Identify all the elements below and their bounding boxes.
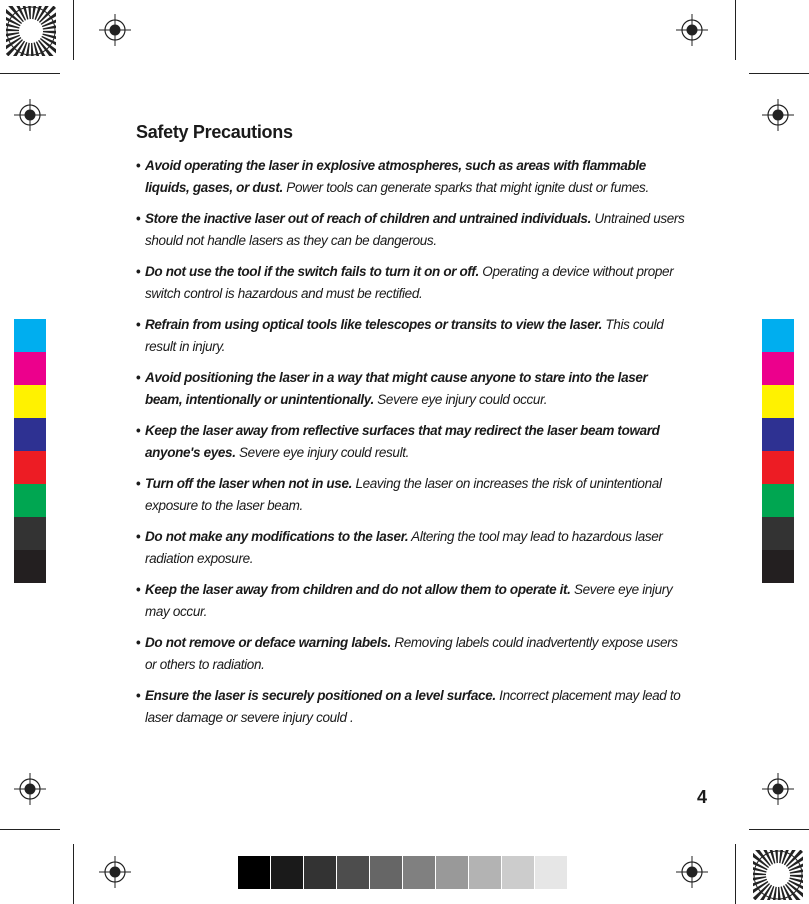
crop-mark	[73, 0, 74, 60]
precaution-detail: Altering the tool may lead to hazardous laser radiation exposure.	[145, 529, 663, 566]
color-bar-left	[14, 319, 46, 583]
registration-mark-icon	[14, 99, 46, 131]
gray-swatch	[403, 856, 435, 889]
precaution-item	[136, 685, 686, 729]
bullet-icon: •	[136, 688, 141, 703]
precaution-item	[136, 579, 686, 623]
crop-mark	[0, 829, 60, 830]
precaution-lead: Avoid operating the laser in explosive atmospheres, such as areas with flammable liquids, gases, or dust.	[145, 158, 646, 195]
gray-swatch	[337, 856, 369, 889]
precaution-lead: Store the inactive laser out of reach of children and untrained individuals.	[145, 211, 591, 226]
precaution-detail: This could result in injury.	[145, 317, 664, 354]
precaution-lead: Keep the laser away from children and do not allow them to operate it.	[145, 582, 571, 597]
precaution-item	[136, 367, 686, 411]
crop-mark	[735, 844, 736, 904]
bullet-icon: •	[136, 158, 141, 173]
grayscale-bar	[238, 856, 568, 889]
registration-mark-icon	[762, 99, 794, 131]
color-swatch	[14, 352, 46, 385]
gray-swatch	[502, 856, 534, 889]
precaution-detail: Removing labels could inadvertently expose users or others to radiation.	[145, 635, 678, 672]
color-swatch	[762, 550, 794, 583]
star-target-icon	[6, 6, 56, 56]
color-swatch	[14, 385, 46, 418]
registration-mark-icon	[762, 773, 794, 805]
gray-swatch	[535, 856, 567, 889]
crop-mark	[0, 73, 60, 74]
precaution-item	[136, 208, 686, 252]
color-bar-right	[762, 319, 794, 583]
bullet-icon: •	[136, 370, 141, 385]
color-swatch	[762, 319, 794, 352]
color-swatch	[762, 451, 794, 484]
precaution-lead: Turn off the laser when not in use.	[145, 476, 353, 491]
crop-mark	[735, 0, 736, 60]
color-swatch	[762, 385, 794, 418]
bullet-icon: •	[136, 317, 141, 332]
gray-swatch	[436, 856, 468, 889]
gray-swatch	[304, 856, 336, 889]
section-title: Safety Precautions	[136, 122, 293, 142]
precaution-detail: Severe eye injury may occur.	[145, 582, 673, 619]
bullet-icon: •	[136, 211, 141, 226]
precaution-item	[136, 314, 686, 358]
precaution-item	[136, 632, 686, 676]
gray-swatch	[370, 856, 402, 889]
color-swatch	[762, 352, 794, 385]
precaution-list	[136, 155, 686, 729]
precaution-lead: Do not make any modifications to the laser.	[145, 529, 409, 544]
precaution-detail: Operating a device without proper switch control is hazardous and must be rectified.	[145, 264, 674, 301]
color-swatch	[762, 484, 794, 517]
precaution-detail: Leaving the laser on increases the risk of unintentional exposure to the laser beam.	[145, 476, 662, 513]
precaution-item	[136, 420, 686, 464]
precaution-lead: Do not remove or deface warning labels.	[145, 635, 391, 650]
precaution-lead: Keep the laser away from reflective surfaces that may redirect the laser beam toward anyone's eyes.	[145, 423, 660, 460]
star-target-icon	[753, 850, 803, 900]
color-swatch	[14, 517, 46, 550]
color-swatch	[14, 451, 46, 484]
registration-mark-icon	[676, 14, 708, 46]
precaution-item	[136, 526, 686, 570]
color-swatch	[762, 517, 794, 550]
bullet-icon: •	[136, 529, 141, 544]
page-number: 4	[697, 787, 708, 807]
crop-mark	[73, 844, 74, 904]
precaution-detail: Power tools can generate sparks that might ignite dust or fumes.	[286, 180, 649, 195]
color-swatch	[14, 418, 46, 451]
precaution-lead: Avoid positioning the laser in a way that might cause anyone to stare into the laser beam, intentionally or unintentionally.	[145, 370, 648, 407]
precaution-item	[136, 473, 686, 517]
safety-section	[136, 122, 686, 738]
precaution-lead: Refrain from using optical tools like telescopes or transits to view the laser.	[145, 317, 602, 332]
gray-swatch	[469, 856, 501, 889]
registration-mark-icon	[99, 14, 131, 46]
bullet-icon: •	[136, 582, 141, 597]
precaution-lead: Ensure the laser is securely positioned on a level surface.	[145, 688, 496, 703]
color-swatch	[14, 319, 46, 352]
bullet-icon: •	[136, 264, 141, 279]
precaution-item	[136, 261, 686, 305]
precaution-item	[136, 155, 686, 199]
precaution-lead: Do not use the tool if the switch fails to turn it on or off.	[145, 264, 479, 279]
bullet-icon: •	[136, 476, 141, 491]
crop-mark	[749, 829, 809, 830]
color-swatch	[14, 484, 46, 517]
color-swatch	[14, 550, 46, 583]
gray-swatch	[271, 856, 303, 889]
precaution-detail: Severe eye injury could result.	[239, 445, 410, 460]
gray-swatch	[238, 856, 270, 889]
precaution-detail: Severe eye injury could occur.	[377, 392, 548, 407]
bullet-icon: •	[136, 423, 141, 438]
bullet-icon: •	[136, 635, 141, 650]
precaution-detail: Incorrect placement may lead to laser damage or severe injury could .	[145, 688, 681, 725]
color-swatch	[762, 418, 794, 451]
precaution-detail: Untrained users should not handle lasers as they can be dangerous.	[145, 211, 685, 248]
registration-mark-icon	[676, 856, 708, 888]
registration-mark-icon	[99, 856, 131, 888]
crop-mark	[749, 73, 809, 74]
registration-mark-icon	[14, 773, 46, 805]
